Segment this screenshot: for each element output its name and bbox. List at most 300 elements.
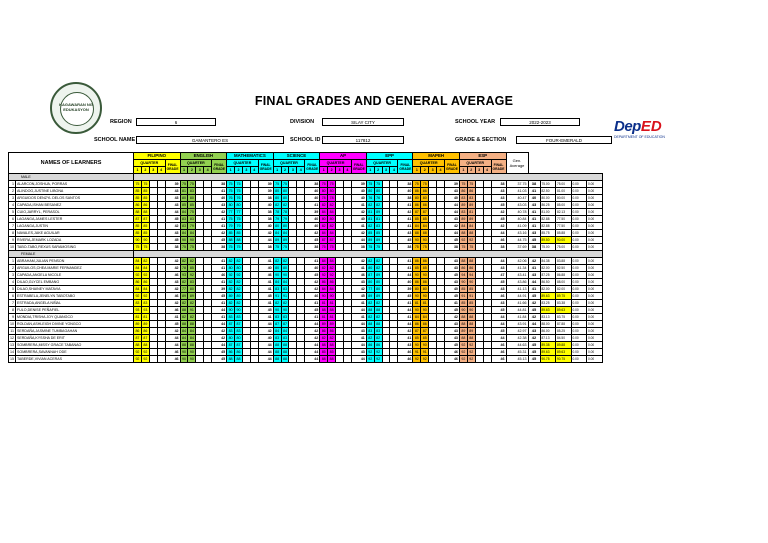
quarter-grade-cell[interactable]: 84 <box>329 287 334 291</box>
quarter-grade-cell[interactable] <box>157 265 165 272</box>
quarter-grade-cell[interactable]: 83 <box>182 224 186 228</box>
quarter-grade-cell[interactable]: 85 <box>135 231 140 235</box>
quarter-grade-cell[interactable]: 82 <box>236 259 241 263</box>
quarter-grade-cell[interactable]: 75 <box>228 182 233 186</box>
quarter-grade-cell[interactable] <box>157 223 165 230</box>
quarter-grade-cell[interactable] <box>475 300 483 307</box>
quarter-grade-cell[interactable] <box>429 223 437 230</box>
quarter-grade-cell[interactable]: 91 <box>275 294 280 298</box>
quarter-grade-cell[interactable]: 90 <box>283 273 288 277</box>
quarter-grade-cell[interactable] <box>242 181 250 188</box>
quarter-grade-cell[interactable]: 75 <box>422 182 427 186</box>
quarter-grade-cell[interactable] <box>343 230 351 237</box>
quarter-grade-cell[interactable]: 83 <box>283 315 288 319</box>
quarter-grade-cell[interactable]: 92 <box>321 273 326 277</box>
quarter-grade-cell[interactable]: 89 <box>469 217 474 221</box>
quarter-grade-cell[interactable] <box>437 328 445 335</box>
quarter-grade-cell[interactable]: 88 <box>469 259 474 263</box>
quarter-grade-cell[interactable] <box>382 314 390 321</box>
quarter-grade-cell[interactable]: 88 <box>275 350 280 354</box>
quarter-grade-cell[interactable] <box>204 209 212 216</box>
quarter-grade-cell[interactable]: 86 <box>461 189 466 193</box>
quarter-grade-cell[interactable] <box>242 328 250 335</box>
quarter-grade-cell[interactable]: 92 <box>422 357 427 361</box>
quarter-grade-cell[interactable]: 84 <box>182 329 186 333</box>
quarter-grade-cell[interactable]: 90 <box>228 308 233 312</box>
quarter-grade-cell[interactable] <box>242 195 250 202</box>
quarter-grade-cell[interactable] <box>382 188 390 195</box>
quarter-grade-cell[interactable]: 75 <box>376 245 381 249</box>
quarter-grade-cell[interactable] <box>149 223 157 230</box>
quarter-grade-cell[interactable]: 88 <box>182 308 186 312</box>
quarter-grade-cell[interactable]: 83 <box>461 196 466 200</box>
quarter-grade-cell[interactable]: 88 <box>368 308 373 312</box>
quarter-grade-cell[interactable] <box>297 272 305 279</box>
quarter-grade-cell[interactable] <box>204 223 212 230</box>
quarter-grade-cell[interactable] <box>483 188 491 195</box>
quarter-grade-cell[interactable]: 85 <box>143 224 148 228</box>
quarter-grade-cell[interactable]: 92 <box>376 357 381 361</box>
quarter-grade-cell[interactable] <box>483 195 491 202</box>
quarter-grade-cell[interactable] <box>204 328 212 335</box>
quarter-grade-cell[interactable] <box>250 223 258 230</box>
quarter-grade-cell[interactable] <box>204 342 212 349</box>
quarter-grade-cell[interactable] <box>390 286 398 293</box>
quarter-grade-cell[interactable]: 82 <box>376 203 381 207</box>
quarter-grade-cell[interactable] <box>242 314 250 321</box>
quarter-grade-cell[interactable]: 82 <box>182 259 186 263</box>
quarter-grade-cell[interactable] <box>390 195 398 202</box>
quarter-grade-cell[interactable]: 83 <box>228 329 233 333</box>
quarter-grade-cell[interactable]: 85 <box>368 231 373 235</box>
quarter-grade-cell[interactable]: 75 <box>143 245 148 249</box>
quarter-grade-cell[interactable]: 90 <box>182 350 186 354</box>
quarter-grade-cell[interactable] <box>149 230 157 237</box>
learner-row[interactable] <box>9 328 603 335</box>
quarter-grade-cell[interactable] <box>289 342 297 349</box>
quarter-grade-cell[interactable] <box>196 195 204 202</box>
quarter-grade-cell[interactable]: 85 <box>461 287 466 291</box>
quarter-grade-cell[interactable] <box>382 181 390 188</box>
learner-row[interactable] <box>9 314 603 321</box>
quarter-grade-cell[interactable]: 78 <box>275 210 280 214</box>
quarter-grade-cell[interactable]: 82 <box>376 301 381 305</box>
quarter-grade-cell[interactable] <box>343 356 351 363</box>
quarter-grade-cell[interactable] <box>483 300 491 307</box>
quarter-grade-cell[interactable] <box>429 356 437 363</box>
quarter-grade-cell[interactable] <box>196 321 204 328</box>
quarter-grade-cell[interactable] <box>157 237 165 244</box>
quarter-grade-cell[interactable]: 77 <box>182 287 186 291</box>
quarter-grade-cell[interactable]: 83 <box>275 315 280 319</box>
quarter-grade-cell[interactable]: 89 <box>376 238 381 242</box>
quarter-grade-cell[interactable] <box>289 265 297 272</box>
learner-row[interactable] <box>9 286 603 293</box>
quarter-grade-cell[interactable] <box>437 209 445 216</box>
quarter-grade-cell[interactable] <box>204 307 212 314</box>
quarter-grade-cell[interactable] <box>196 216 204 223</box>
quarter-grade-cell[interactable] <box>475 328 483 335</box>
quarter-grade-cell[interactable] <box>343 349 351 356</box>
quarter-grade-cell[interactable]: 87 <box>143 336 148 340</box>
quarter-grade-cell[interactable] <box>149 188 157 195</box>
quarter-grade-cell[interactable] <box>242 307 250 314</box>
quarter-grade-cell[interactable] <box>336 272 344 279</box>
quarter-grade-cell[interactable] <box>157 188 165 195</box>
quarter-grade-cell[interactable]: 88 <box>275 343 280 347</box>
quarter-grade-cell[interactable] <box>343 286 351 293</box>
quarter-grade-cell[interactable] <box>297 188 305 195</box>
quarter-grade-cell[interactable] <box>196 356 204 363</box>
quarter-grade-cell[interactable] <box>336 321 344 328</box>
quarter-grade-cell[interactable] <box>149 181 157 188</box>
quarter-grade-cell[interactable] <box>242 188 250 195</box>
quarter-grade-cell[interactable] <box>382 230 390 237</box>
quarter-grade-cell[interactable]: 82 <box>228 287 233 291</box>
quarter-grade-cell[interactable]: 84 <box>189 231 194 235</box>
quarter-grade-cell[interactable] <box>289 335 297 342</box>
quarter-grade-cell[interactable] <box>483 181 491 188</box>
quarter-grade-cell[interactable] <box>204 244 212 251</box>
quarter-grade-cell[interactable] <box>336 286 344 293</box>
quarter-grade-cell[interactable] <box>475 223 483 230</box>
quarter-grade-cell[interactable]: 81 <box>321 301 326 305</box>
quarter-grade-cell[interactable] <box>196 237 204 244</box>
quarter-grade-cell[interactable] <box>297 209 305 216</box>
quarter-grade-cell[interactable]: 80 <box>329 189 334 193</box>
quarter-grade-cell[interactable]: 85 <box>135 196 140 200</box>
quarter-grade-cell[interactable]: 90 <box>329 294 334 298</box>
quarter-grade-cell[interactable] <box>297 181 305 188</box>
quarter-grade-cell[interactable]: 84 <box>135 259 140 263</box>
quarter-grade-cell[interactable] <box>250 202 258 209</box>
quarter-grade-cell[interactable] <box>475 188 483 195</box>
quarter-grade-cell[interactable]: 82 <box>368 203 373 207</box>
quarter-grade-cell[interactable]: 85 <box>143 231 148 235</box>
quarter-grade-cell[interactable]: 85 <box>135 224 140 228</box>
quarter-grade-cell[interactable] <box>343 328 351 335</box>
quarter-grade-cell[interactable]: 83 <box>143 301 148 305</box>
quarter-grade-cell[interactable]: 75 <box>321 182 326 186</box>
quarter-grade-cell[interactable]: 90 <box>321 294 326 298</box>
quarter-grade-cell[interactable] <box>475 342 483 349</box>
quarter-grade-cell[interactable] <box>336 237 344 244</box>
quarter-grade-cell[interactable] <box>437 293 445 300</box>
quarter-grade-cell[interactable] <box>250 195 258 202</box>
quarter-grade-cell[interactable]: 85 <box>414 266 419 270</box>
quarter-grade-cell[interactable] <box>196 244 204 251</box>
quarter-grade-cell[interactable] <box>289 195 297 202</box>
quarter-grade-cell[interactable]: 88 <box>236 357 241 361</box>
quarter-grade-cell[interactable] <box>437 258 445 265</box>
quarter-grade-cell[interactable] <box>336 195 344 202</box>
quarter-grade-cell[interactable] <box>250 356 258 363</box>
quarter-grade-cell[interactable] <box>382 356 390 363</box>
quarter-grade-cell[interactable]: 85 <box>189 266 194 270</box>
quarter-grade-cell[interactable]: 82 <box>321 336 326 340</box>
quarter-grade-cell[interactable] <box>336 202 344 209</box>
quarter-grade-cell[interactable]: 75 <box>228 217 233 221</box>
quarter-grade-cell[interactable] <box>204 202 212 209</box>
quarter-grade-cell[interactable]: 89 <box>461 217 466 221</box>
quarter-grade-cell[interactable] <box>483 356 491 363</box>
quarter-grade-cell[interactable]: 75 <box>283 182 288 186</box>
quarter-grade-cell[interactable]: 88 <box>461 336 466 340</box>
quarter-grade-cell[interactable]: 87 <box>228 343 233 347</box>
quarter-grade-cell[interactable]: 90 <box>236 308 241 312</box>
quarter-grade-cell[interactable]: 92 <box>376 350 381 354</box>
quarter-grade-cell[interactable]: 80 <box>189 287 194 291</box>
quarter-grade-cell[interactable] <box>336 335 344 342</box>
quarter-grade-cell[interactable] <box>483 314 491 321</box>
quarter-grade-cell[interactable]: 80 <box>376 189 381 193</box>
quarter-grade-cell[interactable] <box>429 279 437 286</box>
quarter-grade-cell[interactable]: 90 <box>189 350 194 354</box>
quarter-grade-cell[interactable]: 75 <box>368 182 373 186</box>
quarter-grade-cell[interactable]: 84 <box>414 224 419 228</box>
quarter-grade-cell[interactable] <box>382 279 390 286</box>
quarter-grade-cell[interactable] <box>475 195 483 202</box>
quarter-grade-cell[interactable] <box>343 335 351 342</box>
quarter-grade-cell[interactable] <box>297 279 305 286</box>
quarter-grade-cell[interactable]: 91 <box>422 350 427 354</box>
quarter-grade-cell[interactable] <box>429 188 437 195</box>
quarter-grade-cell[interactable]: 89 <box>461 329 466 333</box>
quarter-grade-cell[interactable]: 84 <box>329 231 334 235</box>
quarter-grade-cell[interactable]: 87 <box>143 217 148 221</box>
learner-row[interactable] <box>9 272 603 279</box>
quarter-grade-cell[interactable]: 87 <box>414 210 419 214</box>
quarter-grade-cell[interactable]: 79 <box>236 224 241 228</box>
quarter-grade-cell[interactable] <box>289 349 297 356</box>
quarter-grade-cell[interactable] <box>429 202 437 209</box>
quarter-grade-cell[interactable]: 89 <box>189 294 194 298</box>
quarter-grade-cell[interactable]: 86 <box>236 350 241 354</box>
quarter-grade-cell[interactable] <box>382 328 390 335</box>
quarter-grade-cell[interactable] <box>157 258 165 265</box>
quarter-grade-cell[interactable] <box>242 209 250 216</box>
quarter-grade-cell[interactable] <box>390 181 398 188</box>
quarter-grade-cell[interactable]: 79 <box>283 217 288 221</box>
quarter-grade-cell[interactable]: 84 <box>283 231 288 235</box>
quarter-grade-cell[interactable]: 92 <box>135 294 140 298</box>
quarter-grade-cell[interactable] <box>157 209 165 216</box>
quarter-grade-cell[interactable] <box>390 244 398 251</box>
quarter-grade-cell[interactable]: 88 <box>321 343 326 347</box>
quarter-grade-cell[interactable] <box>437 279 445 286</box>
quarter-grade-cell[interactable]: 90 <box>275 273 280 277</box>
quarter-grade-cell[interactable]: 90 <box>422 294 427 298</box>
quarter-grade-cell[interactable] <box>289 356 297 363</box>
quarter-grade-cell[interactable] <box>429 321 437 328</box>
quarter-grade-cell[interactable] <box>390 335 398 342</box>
quarter-grade-cell[interactable] <box>149 265 157 272</box>
quarter-grade-cell[interactable]: 87 <box>422 210 427 214</box>
quarter-grade-cell[interactable]: 84 <box>461 224 466 228</box>
quarter-grade-cell[interactable] <box>157 314 165 321</box>
quarter-grade-cell[interactable] <box>475 314 483 321</box>
quarter-grade-cell[interactable] <box>390 230 398 237</box>
quarter-grade-cell[interactable] <box>204 265 212 272</box>
quarter-grade-cell[interactable] <box>475 209 483 216</box>
quarter-grade-cell[interactable]: 85 <box>143 189 148 193</box>
quarter-grade-cell[interactable]: 86 <box>422 203 427 207</box>
quarter-grade-cell[interactable] <box>297 342 305 349</box>
quarter-grade-cell[interactable]: 83 <box>189 217 194 221</box>
quarter-grade-cell[interactable]: 84 <box>189 329 194 333</box>
quarter-grade-cell[interactable]: 90 <box>143 238 148 242</box>
quarter-grade-cell[interactable] <box>289 307 297 314</box>
quarter-grade-cell[interactable] <box>196 202 204 209</box>
quarter-grade-cell[interactable] <box>429 195 437 202</box>
quarter-grade-cell[interactable] <box>297 265 305 272</box>
quarter-grade-cell[interactable] <box>390 293 398 300</box>
quarter-grade-cell[interactable] <box>250 188 258 195</box>
quarter-grade-cell[interactable]: 86 <box>228 350 233 354</box>
quarter-grade-cell[interactable]: 86 <box>329 329 334 333</box>
quarter-grade-cell[interactable]: 80 <box>422 196 427 200</box>
quarter-grade-cell[interactable]: 88 <box>321 308 326 312</box>
quarter-grade-cell[interactable] <box>196 258 204 265</box>
quarter-grade-cell[interactable] <box>289 181 297 188</box>
quarter-grade-cell[interactable]: 89 <box>236 294 241 298</box>
quarter-grade-cell[interactable]: 81 <box>321 315 326 319</box>
quarter-grade-cell[interactable] <box>297 223 305 230</box>
quarter-grade-cell[interactable] <box>437 349 445 356</box>
quarter-grade-cell[interactable] <box>297 216 305 223</box>
quarter-grade-cell[interactable]: 88 <box>461 322 466 326</box>
quarter-grade-cell[interactable]: 88 <box>469 315 474 319</box>
quarter-grade-cell[interactable]: 75 <box>368 245 373 249</box>
quarter-grade-cell[interactable]: 88 <box>461 259 466 263</box>
quarter-grade-cell[interactable]: 90 <box>414 308 419 312</box>
quarter-grade-cell[interactable] <box>149 286 157 293</box>
quarter-grade-cell[interactable]: 88 <box>283 350 288 354</box>
quarter-grade-cell[interactable]: 90 <box>469 308 474 312</box>
quarter-grade-cell[interactable]: 86 <box>422 280 427 284</box>
quarter-grade-cell[interactable]: 80 <box>414 287 419 291</box>
quarter-grade-cell[interactable] <box>390 209 398 216</box>
learner-row[interactable] <box>9 349 603 356</box>
quarter-grade-cell[interactable]: 91 <box>189 308 194 312</box>
quarter-grade-cell[interactable] <box>382 216 390 223</box>
quarter-grade-cell[interactable]: 90 <box>414 273 419 277</box>
quarter-grade-cell[interactable]: 86 <box>422 259 427 263</box>
quarter-grade-cell[interactable] <box>336 307 344 314</box>
quarter-grade-cell[interactable]: 78 <box>321 196 326 200</box>
quarter-grade-cell[interactable]: 82 <box>321 203 326 207</box>
quarter-grade-cell[interactable] <box>336 244 344 251</box>
quarter-grade-cell[interactable] <box>204 321 212 328</box>
quarter-grade-cell[interactable]: 81 <box>135 315 140 319</box>
quarter-grade-cell[interactable]: 85 <box>135 189 140 193</box>
quarter-grade-cell[interactable] <box>149 209 157 216</box>
quarter-grade-cell[interactable]: 76 <box>236 196 241 200</box>
quarter-grade-cell[interactable]: 81 <box>143 315 148 319</box>
quarter-grade-cell[interactable] <box>429 216 437 223</box>
quarter-grade-cell[interactable] <box>204 230 212 237</box>
quarter-grade-cell[interactable]: 87 <box>275 322 280 326</box>
quarter-grade-cell[interactable] <box>204 195 212 202</box>
quarter-grade-cell[interactable]: 82 <box>236 287 241 291</box>
quarter-grade-cell[interactable]: 84 <box>189 336 194 340</box>
quarter-grade-cell[interactable] <box>343 181 351 188</box>
quarter-grade-cell[interactable] <box>149 356 157 363</box>
quarter-grade-cell[interactable] <box>157 349 165 356</box>
quarter-grade-cell[interactable] <box>157 293 165 300</box>
quarter-grade-cell[interactable]: 86 <box>422 189 427 193</box>
quarter-grade-cell[interactable]: 87 <box>414 329 419 333</box>
quarter-grade-cell[interactable]: 83 <box>283 287 288 291</box>
quarter-grade-cell[interactable]: 80 <box>275 224 280 228</box>
quarter-grade-cell[interactable]: 85 <box>469 287 474 291</box>
quarter-grade-cell[interactable] <box>390 279 398 286</box>
quarter-grade-cell[interactable]: 85 <box>461 301 466 305</box>
quarter-grade-cell[interactable] <box>196 223 204 230</box>
quarter-grade-cell[interactable] <box>390 272 398 279</box>
quarter-grade-cell[interactable] <box>204 272 212 279</box>
quarter-grade-cell[interactable]: 75 <box>135 182 140 186</box>
quarter-grade-cell[interactable]: 90 <box>461 308 466 312</box>
quarter-grade-cell[interactable] <box>336 188 344 195</box>
learner-row[interactable] <box>9 356 603 363</box>
quarter-grade-cell[interactable] <box>196 342 204 349</box>
quarter-grade-cell[interactable] <box>289 272 297 279</box>
quarter-grade-cell[interactable]: 80 <box>368 280 373 284</box>
quarter-grade-cell[interactable]: 86 <box>469 189 474 193</box>
quarter-grade-cell[interactable] <box>242 216 250 223</box>
quarter-grade-cell[interactable] <box>483 328 491 335</box>
quarter-grade-cell[interactable] <box>336 293 344 300</box>
quarter-grade-cell[interactable] <box>343 300 351 307</box>
quarter-grade-cell[interactable]: 89 <box>143 322 148 326</box>
quarter-grade-cell[interactable] <box>475 286 483 293</box>
quarter-grade-cell[interactable] <box>242 356 250 363</box>
quarter-grade-cell[interactable]: 92 <box>461 343 466 347</box>
quarter-grade-cell[interactable] <box>196 314 204 321</box>
quarter-grade-cell[interactable]: 88 <box>275 357 280 361</box>
quarter-grade-cell[interactable] <box>289 223 297 230</box>
quarter-grade-cell[interactable] <box>343 314 351 321</box>
quarter-grade-cell[interactable]: 75 <box>135 245 140 249</box>
quarter-grade-cell[interactable] <box>250 279 258 286</box>
quarter-grade-cell[interactable] <box>204 349 212 356</box>
quarter-grade-cell[interactable]: 92 <box>135 350 140 354</box>
quarter-grade-cell[interactable]: 82 <box>321 224 326 228</box>
quarter-grade-cell[interactable]: 89 <box>376 294 381 298</box>
quarter-grade-cell[interactable]: 75 <box>414 245 419 249</box>
quarter-grade-cell[interactable]: 81 <box>368 217 373 221</box>
quarter-grade-cell[interactable]: 88 <box>321 357 326 361</box>
quarter-grade-cell[interactable] <box>250 209 258 216</box>
quarter-grade-cell[interactable] <box>483 272 491 279</box>
quarter-grade-cell[interactable] <box>204 258 212 265</box>
quarter-grade-cell[interactable]: 87 <box>236 322 241 326</box>
quarter-grade-cell[interactable] <box>475 356 483 363</box>
quarter-grade-cell[interactable]: 75 <box>321 245 326 249</box>
quarter-grade-cell[interactable]: 82 <box>189 315 194 319</box>
quarter-grade-cell[interactable] <box>390 216 398 223</box>
quarter-grade-cell[interactable]: 75 <box>414 182 419 186</box>
quarter-grade-cell[interactable]: 82 <box>189 259 194 263</box>
quarter-grade-cell[interactable] <box>250 230 258 237</box>
quarter-grade-cell[interactable]: 92 <box>143 294 148 298</box>
quarter-grade-cell[interactable] <box>483 209 491 216</box>
quarter-grade-cell[interactable] <box>437 195 445 202</box>
quarter-grade-cell[interactable]: 87 <box>236 343 241 347</box>
quarter-grade-cell[interactable]: 75 <box>329 182 334 186</box>
quarter-grade-cell[interactable] <box>475 293 483 300</box>
